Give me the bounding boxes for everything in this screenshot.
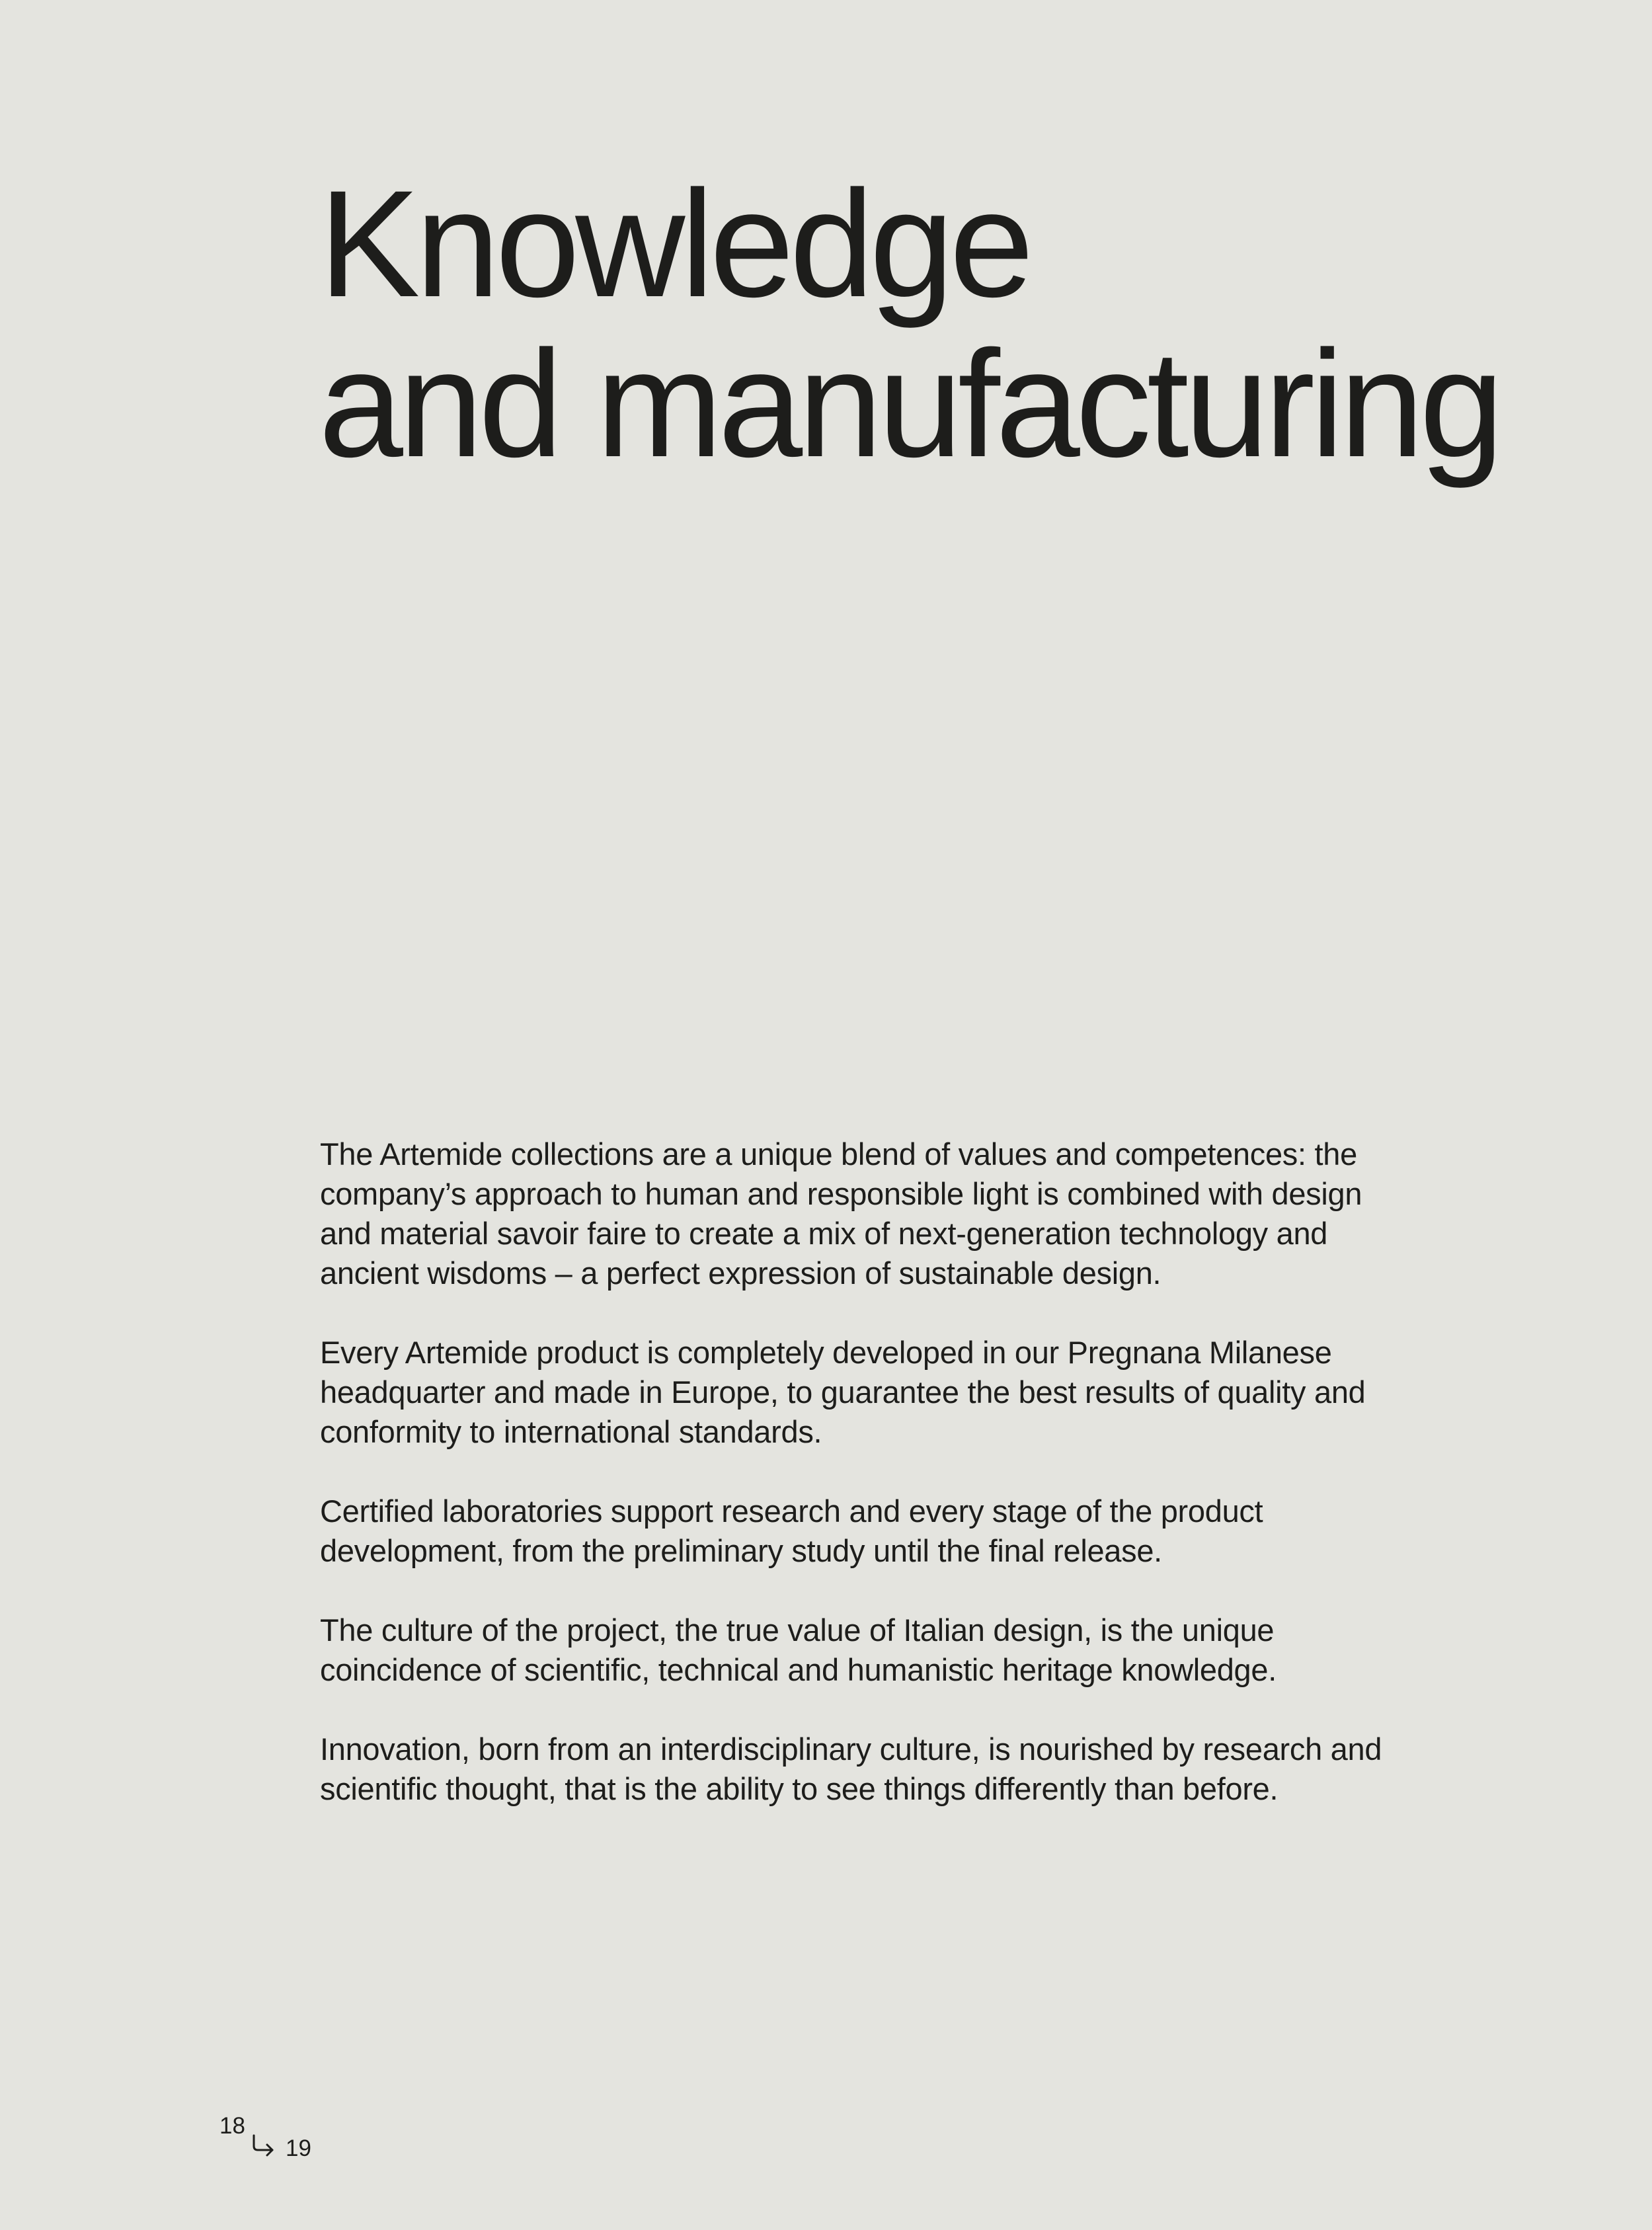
paragraph-2 [320, 1333, 1444, 1452]
paragraph-line: and material savoir faire to create a mix of next-generation technology and [320, 1216, 1328, 1251]
paragraph-5 [320, 1730, 1444, 1809]
paragraph-line: ancient wisdoms – a perfect expression of sustainable design. [320, 1255, 1161, 1291]
paragraph-1 [320, 1135, 1444, 1293]
hook-arrow-right-icon [250, 2133, 276, 2159]
paragraph-line: Innovation, born from an interdisciplinary culture, is nourished by research and [320, 1732, 1382, 1767]
page-title [319, 159, 1575, 489]
paragraph-line: The Artemide collections are a unique blend of values and competences: the [320, 1136, 1357, 1172]
paragraph-line: Every Artemide product is completely developed in our Pregnana Milanese [320, 1335, 1332, 1370]
page-numbers [219, 2113, 325, 2166]
paragraph-line: conformity to international standards. [320, 1414, 822, 1449]
paragraph-line: headquarter and made in Europe, to guarantee the best results of quality and [320, 1374, 1366, 1410]
paragraph-line: development, from the preliminary study until the final release. [320, 1533, 1162, 1568]
title-line-2: and manufacturing [319, 319, 1500, 489]
page-number-right: 19 [286, 2135, 311, 2161]
paragraph-3 [320, 1492, 1444, 1571]
paragraph-line: coincidence of scientific, technical and humanistic heritage knowledge. [320, 1652, 1277, 1687]
body-text [320, 1135, 1444, 1849]
paragraph-line: scientific thought, that is the ability to see things differently than before. [320, 1771, 1278, 1806]
paragraph-line: Certified laboratories support research and every stage of the product [320, 1493, 1263, 1529]
paragraph-4 [320, 1611, 1444, 1690]
paragraph-line: company’s approach to human and responsible light is combined with design [320, 1176, 1362, 1211]
page-number-left: 18 [219, 2113, 245, 2139]
title-line-1: Knowledge [319, 159, 1030, 329]
paragraph-line: The culture of the project, the true value of Italian design, is the unique [320, 1613, 1275, 1648]
